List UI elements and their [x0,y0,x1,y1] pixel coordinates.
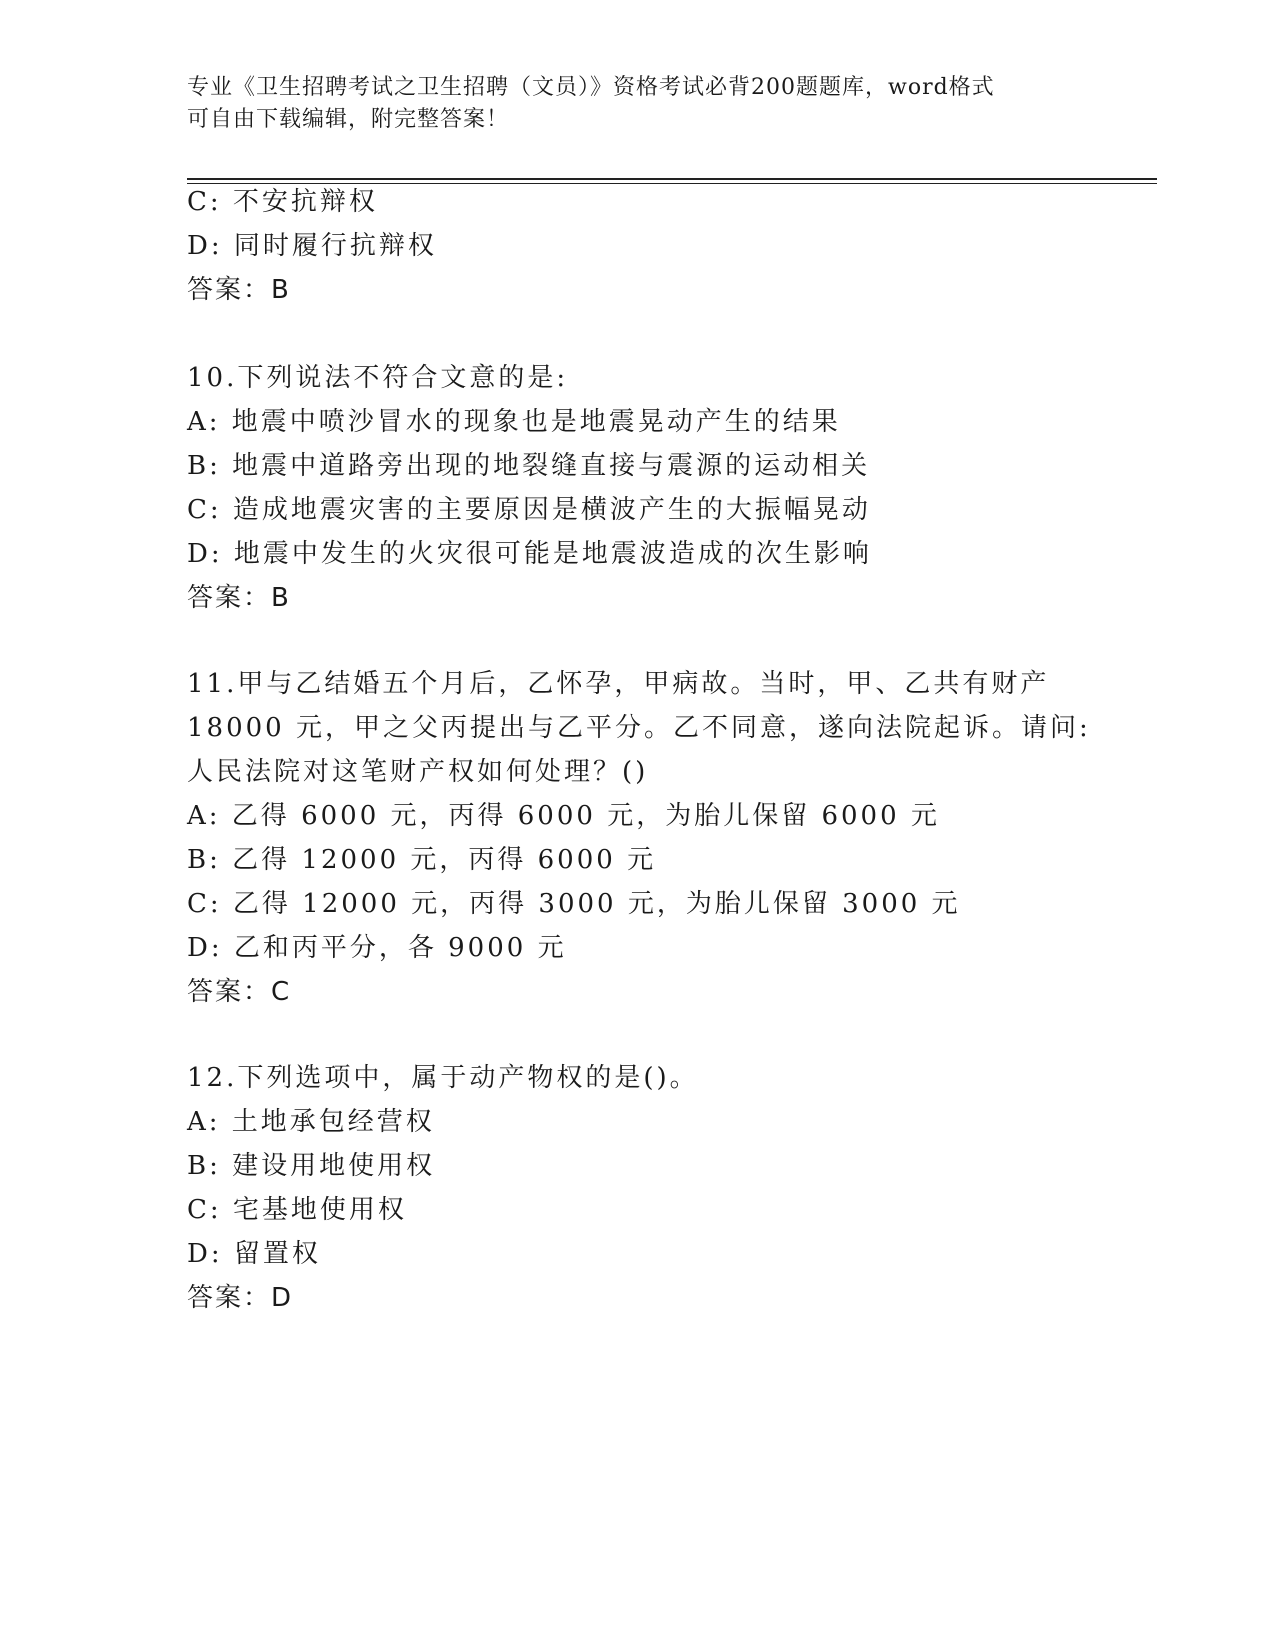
question-11-stem-line-2: 18000 元，甲之父丙提出与乙平分。乙不同意，遂向法院起诉。请问: [187,713,1091,743]
question-10-stem: 10.下列说法不符合文意的是: [187,363,569,393]
option-b: B: 乙得 12000 元，丙得 6000 元 [187,845,657,875]
option-d: D: 地震中发生的火灾很可能是地震波造成的次生影响 [187,539,872,569]
option-a: A: 土地承包经营权 [187,1107,435,1137]
option-b: B: 地震中道路旁出现的地裂缝直接与震源的运动相关 [187,451,871,481]
header-title-line-1: 专业《卫生招聘考试之卫生招聘（文员）》资格考试必背200题题库，word格式 [187,75,995,100]
option-c: C: 不安抗辩权 [187,187,378,217]
header-title-line-2: 可自由下载编辑，附完整答案！ [187,107,510,132]
header-divider-thin [187,183,1157,184]
question-11-stem-line-1: 11.甲与乙结婚五个月后，乙怀孕，甲病故。当时，甲、乙共有财产 [187,669,1050,699]
header-divider-thick [187,178,1157,180]
page-header [187,72,1087,136]
option-d: D: 乙和丙平分，各 9000 元 [187,933,567,963]
option-b: B: 建设用地使用权 [187,1151,436,1181]
answer-line: 答案：D [187,1283,294,1313]
option-d: D: 同时履行抗辩权 [187,231,437,261]
answer-line: 答案：B [187,275,291,305]
option-c: C: 造成地震灾害的主要原因是横波产生的大振幅晃动 [187,495,871,525]
option-a: A: 乙得 6000 元，丙得 6000 元，为胎儿保留 6000 元 [187,801,940,831]
option-c: C: 乙得 12000 元，丙得 3000 元，为胎儿保留 3000 元 [187,889,961,919]
option-a: A: 地震中喷沙冒水的现象也是地震晃动产生的结果 [187,407,841,437]
option-d: D: 留置权 [187,1239,321,1269]
question-11-stem-line-3: 人民法院对这笔财产权如何处理？() [187,757,649,787]
option-c: C: 宅基地使用权 [187,1195,407,1225]
answer-line: 答案：C [187,977,292,1007]
answer-line: 答案：B [187,583,291,613]
question-12-stem: 12.下列选项中，属于动产物权的是()。 [187,1063,699,1093]
